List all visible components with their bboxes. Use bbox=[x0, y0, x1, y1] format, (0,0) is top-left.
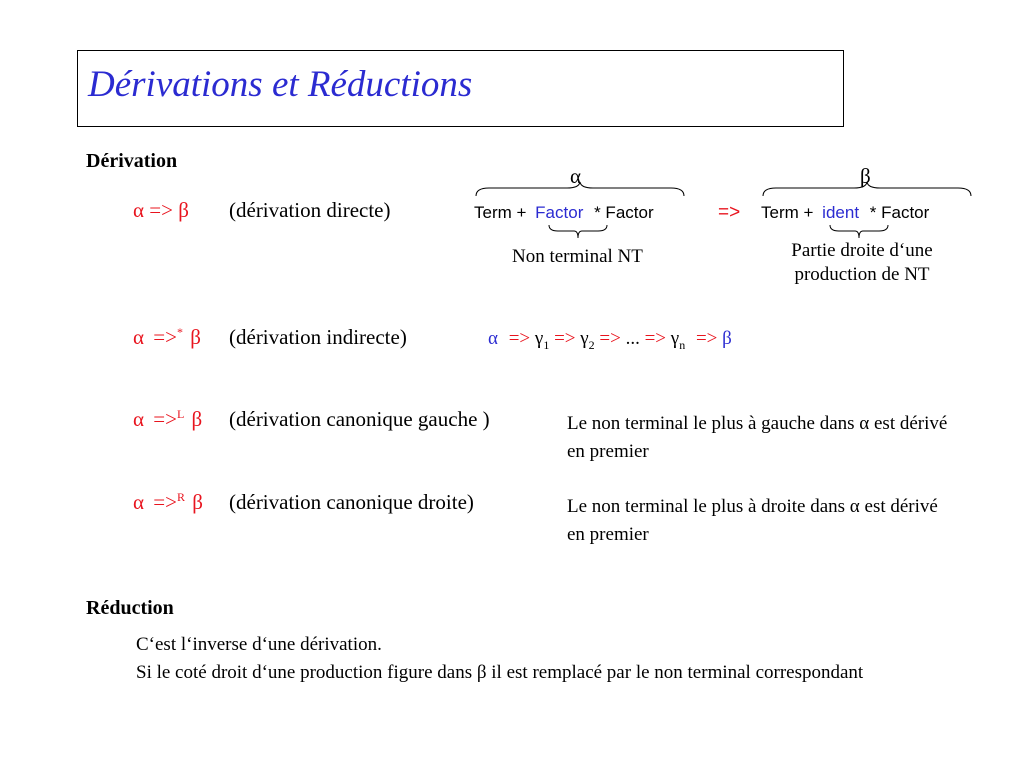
chain-beta: β bbox=[722, 328, 732, 349]
derivation-heading: Dérivation bbox=[86, 150, 178, 172]
chain-dots: ... bbox=[625, 328, 640, 349]
rhs-caption bbox=[762, 240, 962, 286]
indirect-formula bbox=[133, 325, 201, 350]
right-canonical-label: (dérivation canonique droite) bbox=[229, 490, 474, 514]
reduction-line-2: Si le coté droit d‘une production figure dans β il est remplacé par le non terminal correspondant bbox=[136, 662, 864, 683]
chain-gamma-2: γ bbox=[580, 328, 589, 349]
alpha-symbol: α bbox=[133, 325, 145, 349]
beta-symbol: β bbox=[178, 198, 189, 222]
left-note-line-2: en premier bbox=[567, 441, 649, 462]
beta-symbol: β bbox=[191, 407, 203, 431]
chain-arrow-2: => bbox=[554, 328, 576, 349]
chain-arrow-4: => bbox=[644, 328, 667, 349]
direct-label: (dérivation directe) bbox=[229, 198, 391, 222]
example-beta-label: β bbox=[860, 164, 871, 188]
alpha-overbrace bbox=[475, 182, 685, 198]
reduction-heading: Réduction bbox=[86, 597, 174, 619]
rhs-caption-line-2: production de NT bbox=[794, 264, 930, 285]
chain-arrow-3: => bbox=[599, 328, 621, 349]
reduction-line-1: C‘est l‘inverse d‘une dérivation. bbox=[136, 634, 382, 655]
arrow-symbol: => bbox=[153, 490, 177, 514]
factor-underbrace bbox=[548, 225, 608, 239]
beta-symbol: β bbox=[192, 490, 203, 514]
nt-caption: Non terminal NT bbox=[512, 246, 643, 267]
right-note-line-2: en premier bbox=[567, 524, 649, 545]
left-rest: * Factor bbox=[594, 203, 654, 222]
right-canonical-formula bbox=[133, 490, 203, 515]
chain-gamma-1: γ bbox=[534, 328, 544, 349]
star-superscript: * bbox=[176, 325, 183, 339]
beta-symbol: β bbox=[190, 325, 201, 349]
chain-arrow-1: => bbox=[508, 328, 531, 349]
left-canonical-formula bbox=[133, 407, 202, 432]
chain-gamma-n: γ bbox=[670, 328, 680, 349]
direct-formula bbox=[133, 198, 189, 223]
chain-alpha: α bbox=[488, 328, 498, 349]
example-arrow: => bbox=[718, 202, 741, 223]
chain-sub-n: n bbox=[679, 337, 686, 352]
chain-arrow-5: => bbox=[695, 328, 718, 349]
left-term: Term + bbox=[474, 203, 527, 222]
right-canonical-note bbox=[567, 493, 938, 549]
right-rest: * Factor bbox=[869, 203, 930, 222]
chain-sub-2: 2 bbox=[588, 337, 595, 352]
left-canonical-note bbox=[567, 410, 947, 466]
example-alpha-label: α bbox=[570, 164, 582, 188]
alpha-symbol: α bbox=[133, 407, 145, 431]
left-factor: Factor bbox=[535, 203, 584, 222]
right-ident: ident bbox=[822, 203, 860, 222]
rhs-caption-line-1: Partie droite d‘une bbox=[791, 240, 933, 261]
right-note-line-1: Le non terminal le plus à droite dans α est dérivé bbox=[567, 496, 938, 517]
alpha-symbol: α bbox=[133, 490, 145, 514]
example-right-expr bbox=[761, 203, 929, 223]
left-note-line-1: Le non terminal le plus à gauche dans α est dérivé bbox=[567, 413, 948, 434]
right-term: Term + bbox=[761, 203, 814, 222]
left-superscript: L bbox=[176, 407, 185, 421]
title-box bbox=[77, 50, 844, 127]
page-title: Dérivations et Réductions bbox=[88, 64, 473, 105]
example-left-expr bbox=[474, 203, 654, 223]
reduction-text bbox=[136, 631, 863, 687]
arrow-symbol: => bbox=[153, 325, 177, 349]
arrow-symbol: => bbox=[153, 407, 177, 431]
right-superscript: R bbox=[176, 490, 185, 504]
indirect-label: (dérivation indirecte) bbox=[229, 325, 407, 349]
beta-overbrace bbox=[762, 182, 972, 198]
chain-sub-1: 1 bbox=[543, 337, 550, 352]
alpha-symbol: α bbox=[133, 198, 145, 222]
arrow-symbol: => bbox=[149, 198, 173, 222]
left-canonical-label: (dérivation canonique gauche ) bbox=[229, 407, 490, 431]
ident-underbrace bbox=[829, 225, 889, 239]
derivation-chain bbox=[488, 328, 732, 353]
